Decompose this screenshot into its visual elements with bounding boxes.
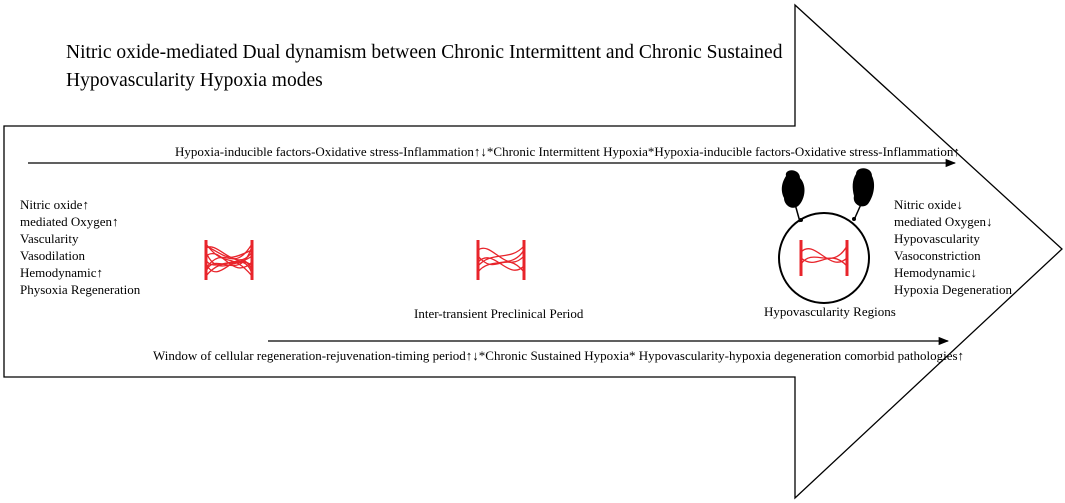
bottom-arrow-label: Window of cellular regeneration-rejuvenation-timing period↑↓*Chronic Sustained Hypoxia* Hypovascularity-hypoxia degeneration comorbid pathologies↑ — [153, 348, 965, 363]
right-list-item: Vasoconstriction — [894, 248, 981, 263]
left-list-item: Nitric oxide↑ — [20, 197, 89, 212]
left-list-item: Hemodynamic↑ — [20, 265, 104, 280]
right-list-item: mediated Oxygen↓ — [894, 214, 993, 229]
middle-period-label: Inter-transient Preclinical Period — [414, 306, 584, 321]
left-list-item: Vascularity — [20, 231, 79, 246]
diagram-title-line2: Hypovascularity Hypoxia modes — [66, 70, 323, 91]
right-list-item: Hemodynamic↓ — [894, 265, 978, 280]
right-state-list — [894, 196, 1012, 298]
circle-region-label: Hypovascularity Regions — [764, 304, 896, 319]
right-list-item: Hypoxia Degeneration — [894, 282, 1013, 297]
right-list-item: Hypovascularity — [894, 231, 980, 246]
left-list-item: mediated Oxygen↑ — [20, 214, 119, 229]
diagram-title-line1: Nitric oxide-mediated Dual dynamism between Chronic Intermittent and Chronic Sustained — [66, 42, 783, 63]
top-arrow-label: Hypoxia-inducible factors-Oxidative stress-Inflammation↑↓*Chronic Intermittent Hypoxia*Hypoxia-inducible factors-Oxidative stress-Inflammation↑ — [175, 144, 960, 159]
left-state-list — [20, 196, 140, 298]
right-list-item: Nitric oxide↓ — [894, 197, 963, 212]
left-list-item: Vasodilation — [20, 248, 85, 263]
left-list-item: Physoxia Regeneration — [20, 282, 141, 297]
